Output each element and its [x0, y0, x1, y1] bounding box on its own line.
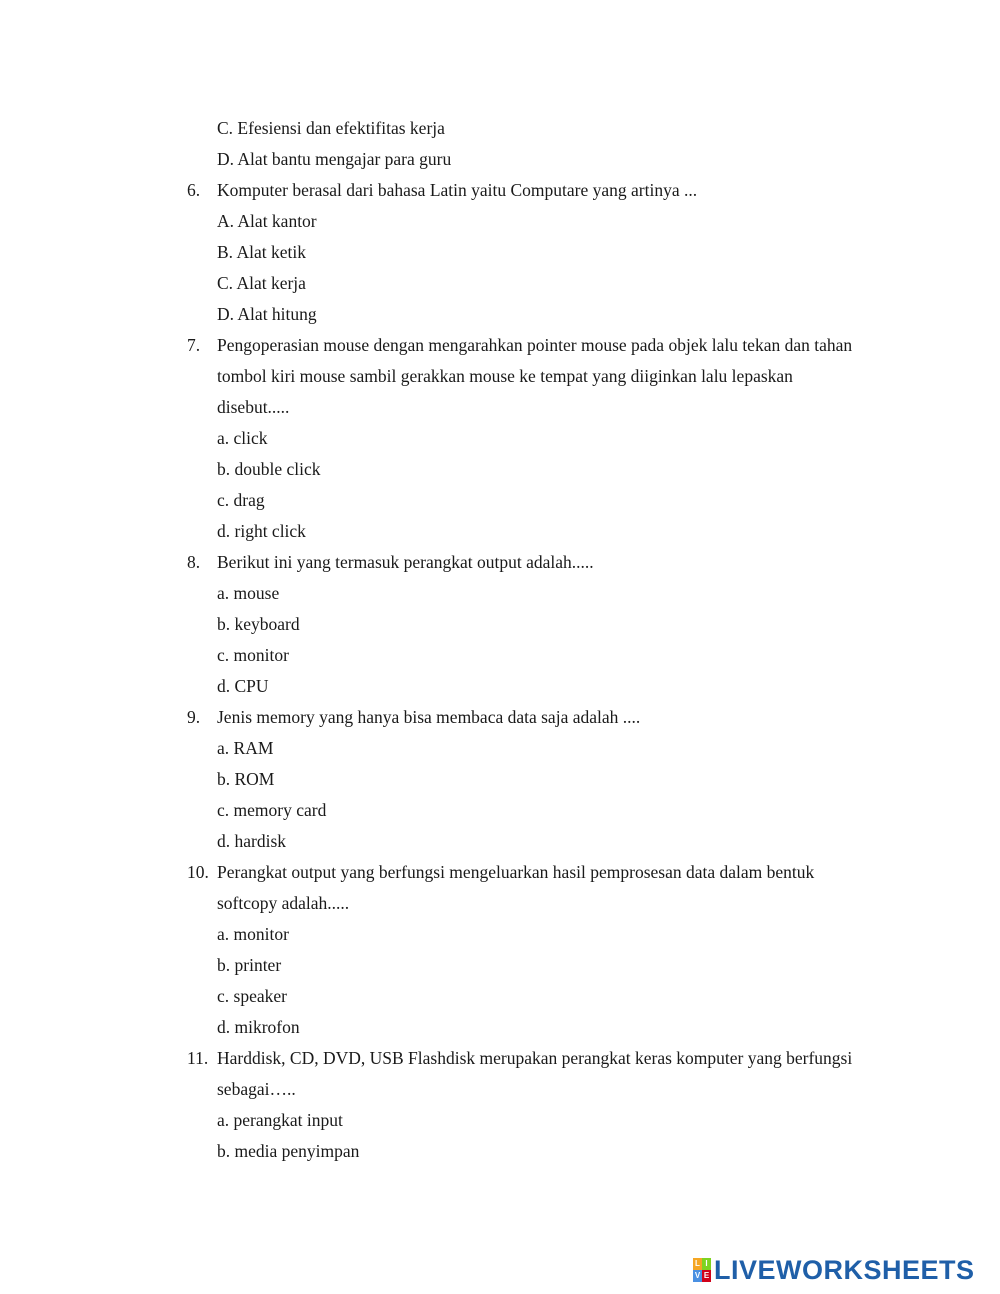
- question-text: Berikut ini yang termasuk perangkat output adalah.....: [217, 552, 594, 572]
- question-line: [0, 175, 1000, 206]
- text-line: [0, 144, 1000, 175]
- text-line: [0, 1074, 1000, 1105]
- line-text: sebagai…..: [217, 1079, 296, 1099]
- text-line: [0, 268, 1000, 299]
- question-line: [0, 702, 1000, 733]
- line-text: d. right click: [217, 521, 306, 541]
- question-line: [0, 857, 1000, 888]
- text-line: [0, 795, 1000, 826]
- line-text: d. CPU: [217, 676, 269, 696]
- question-line: [0, 547, 1000, 578]
- logo-wordmark: LIVEWORKSHEETS: [714, 1255, 975, 1285]
- line-text: C. Efesiensi dan efektifitas kerja: [217, 118, 445, 138]
- question-number: 6.: [187, 180, 201, 200]
- question-number: 7.: [187, 335, 201, 355]
- text-line: [0, 981, 1000, 1012]
- text-line: [0, 764, 1000, 795]
- line-text: tombol kiri mouse sambil gerakkan mouse ke tempat yang diiginkan lalu lepaskan: [217, 366, 793, 386]
- question-line: [0, 330, 1000, 361]
- text-line: [0, 950, 1000, 981]
- line-text: d. mikrofon: [217, 1017, 300, 1037]
- line-text: softcopy adalah.....: [217, 893, 350, 913]
- line-text: A. Alat kantor: [217, 211, 317, 231]
- line-text: b. double click: [217, 459, 321, 479]
- line-text: d. hardisk: [217, 831, 287, 851]
- text-line: [0, 578, 1000, 609]
- text-line: [0, 1105, 1000, 1136]
- text-line: [0, 888, 1000, 919]
- line-text: disebut.....: [217, 397, 290, 417]
- line-text: a. monitor: [217, 924, 289, 944]
- question-text: Komputer berasal dari bahasa Latin yaitu Computare yang artinya ...: [217, 180, 698, 200]
- line-text: b. keyboard: [217, 614, 300, 634]
- liveworksheets-logo: [693, 1256, 975, 1284]
- question-text: Perangkat output yang berfungsi mengeluarkan hasil pemprosesan data dalam bentuk: [217, 862, 815, 882]
- question-line: [0, 1043, 1000, 1074]
- question-text: Jenis memory yang hanya bisa membaca data saja adalah ....: [217, 707, 641, 727]
- text-line: [0, 423, 1000, 454]
- text-line: [0, 733, 1000, 764]
- question-number: 10.: [187, 862, 209, 882]
- line-text: a. click: [217, 428, 268, 448]
- question-number: 8.: [187, 552, 201, 572]
- text-line: [0, 1136, 1000, 1167]
- line-text: c. drag: [217, 490, 265, 510]
- text-line: [0, 1012, 1000, 1043]
- line-text: B. Alat ketik: [217, 242, 306, 262]
- line-text: a. perangkat input: [217, 1110, 343, 1130]
- line-text: b. media penyimpan: [217, 1141, 360, 1161]
- text-line: [0, 671, 1000, 702]
- line-text: b. ROM: [217, 769, 275, 789]
- text-line: [0, 237, 1000, 268]
- line-text: D. Alat bantu mengajar para guru: [217, 149, 452, 169]
- text-line: [0, 826, 1000, 857]
- text-line: [0, 609, 1000, 640]
- line-text: a. mouse: [217, 583, 280, 603]
- line-text: a. RAM: [217, 738, 274, 758]
- liveworksheets-logo-icon: [693, 1258, 711, 1282]
- text-line: [0, 454, 1000, 485]
- logo-letter-v: V: [694, 1271, 701, 1280]
- question-number: 9.: [187, 707, 201, 727]
- logo-letter-l: L: [693, 1258, 702, 1270]
- question-list: [0, 113, 1000, 1167]
- text-line: [0, 485, 1000, 516]
- logo-letter-e: E: [703, 1271, 710, 1280]
- line-text: C. Alat kerja: [217, 273, 306, 293]
- text-line: [0, 206, 1000, 237]
- question-number: 11.: [187, 1048, 209, 1068]
- line-text: b. printer: [217, 955, 282, 975]
- text-line: [0, 392, 1000, 423]
- text-line: [0, 299, 1000, 330]
- line-text: D. Alat hitung: [217, 304, 317, 324]
- text-line: [0, 919, 1000, 950]
- text-line: [0, 361, 1000, 392]
- question-text: Harddisk, CD, DVD, USB Flashdisk merupakan perangkat keras komputer yang berfungsi: [217, 1048, 853, 1068]
- line-text: c. monitor: [217, 645, 289, 665]
- text-line: [0, 113, 1000, 144]
- question-text: Pengoperasian mouse dengan mengarahkan pointer mouse pada objek lalu tekan dan tahan: [217, 335, 853, 355]
- text-line: [0, 640, 1000, 671]
- text-line: [0, 516, 1000, 547]
- line-text: c. memory card: [217, 800, 327, 820]
- line-text: c. speaker: [217, 986, 287, 1006]
- logo-letter-i: I: [702, 1258, 711, 1270]
